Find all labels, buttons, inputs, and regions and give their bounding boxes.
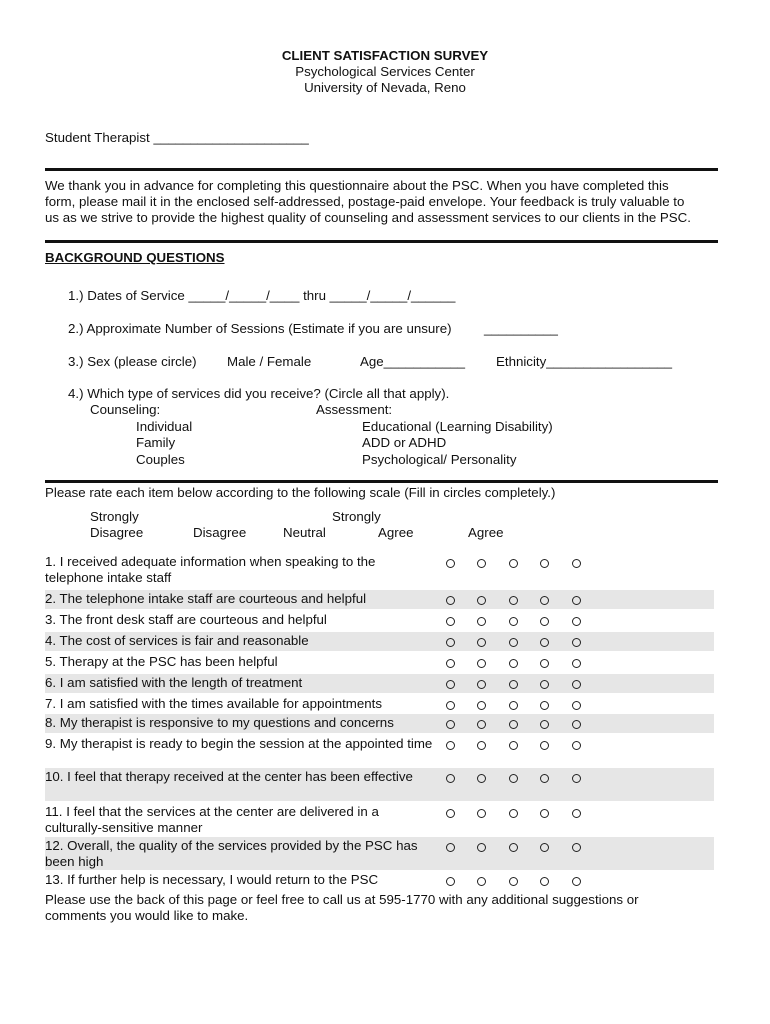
- counseling-option[interactable]: Family: [136, 435, 176, 450]
- rating-option-4-radio[interactable]: [540, 720, 549, 729]
- rating-option-3-radio[interactable]: [509, 701, 518, 710]
- rating-option-1-radio[interactable]: [446, 680, 455, 689]
- rating-option-5-radio[interactable]: [572, 596, 581, 605]
- rating-row: [45, 803, 714, 836]
- rating-option-1-radio[interactable]: [446, 774, 455, 783]
- rating-item-text: 2. The telephone intake staff are courteous and helpful: [45, 591, 367, 606]
- rating-row: [45, 768, 714, 801]
- sessions-blank[interactable]: __________: [484, 321, 558, 336]
- rating-option-4-radio[interactable]: [540, 638, 549, 647]
- rating-option-3-radio[interactable]: [509, 809, 518, 818]
- rating-option-1-radio[interactable]: [446, 877, 455, 886]
- rating-option-2-radio[interactable]: [477, 774, 486, 783]
- rating-item-text: 4. The cost of services is fair and reasonable: [45, 633, 309, 648]
- rating-option-1-radio[interactable]: [446, 741, 455, 750]
- student-therapist-field[interactable]: [45, 130, 309, 146]
- rating-item-text: 3. The front desk staff are courteous and helpful: [45, 612, 327, 627]
- rating-item-text: 6. I am satisfied with the length of treatment: [45, 675, 303, 690]
- rating-row: [45, 735, 714, 768]
- rating-item-text: 11. I feel that the services at the center are delivered in a culturally-sensitive manner: [45, 804, 379, 835]
- rating-option-2-radio[interactable]: [477, 701, 486, 710]
- dates-of-service-field[interactable]: 1.) Dates of Service _____/_____/____ thru _____/_____/______: [68, 288, 456, 303]
- rating-option-5-radio[interactable]: [572, 809, 581, 818]
- rating-option-5-radio[interactable]: [572, 741, 581, 750]
- scale-label-strongly-agree-2: Agree: [468, 525, 504, 540]
- intro-line-1: We thank you in advance for completing this questionnaire about the PSC. When you have completed this: [45, 178, 669, 193]
- rating-row: [45, 653, 714, 672]
- rating-option-2-radio[interactable]: [477, 741, 486, 750]
- rating-option-2-radio[interactable]: [477, 617, 486, 626]
- rating-option-5-radio[interactable]: [572, 877, 581, 886]
- ethnicity-field[interactable]: Ethnicity_________________: [496, 354, 672, 369]
- survey-title: CLIENT SATISFACTION SURVEY: [281, 48, 489, 63]
- rating-row: [45, 553, 714, 589]
- rating-option-5-radio[interactable]: [572, 843, 581, 852]
- divider: [45, 480, 718, 483]
- rating-option-3-radio[interactable]: [509, 680, 518, 689]
- rating-option-3-radio[interactable]: [509, 617, 518, 626]
- rating-option-1-radio[interactable]: [446, 720, 455, 729]
- rating-option-4-radio[interactable]: [540, 617, 549, 626]
- rating-option-3-radio[interactable]: [509, 877, 518, 886]
- university-name: University of Nevada, Reno: [304, 80, 466, 95]
- rating-option-4-radio[interactable]: [540, 559, 549, 568]
- rating-item-text: 7. I am satisfied with the times available for appointments: [45, 696, 383, 711]
- rating-option-2-radio[interactable]: [477, 809, 486, 818]
- rating-item-text: 8. My therapist is responsive to my questions and concerns: [45, 715, 394, 730]
- background-heading: BACKGROUND QUESTIONS: [45, 250, 225, 265]
- rating-option-3-radio[interactable]: [509, 659, 518, 668]
- rating-option-5-radio[interactable]: [572, 638, 581, 647]
- scale-label-strongly-disagree-1: Strongly: [90, 509, 139, 524]
- rating-option-3-radio[interactable]: [509, 741, 518, 750]
- rating-option-4-radio[interactable]: [540, 877, 549, 886]
- rating-option-4-radio[interactable]: [540, 774, 549, 783]
- sessions-question: 2.) Approximate Number of Sessions (Estimate if you are unsure): [68, 321, 452, 336]
- rating-option-4-radio[interactable]: [540, 809, 549, 818]
- footer-line-2: comments you would like to make.: [45, 908, 249, 923]
- rating-option-1-radio[interactable]: [446, 659, 455, 668]
- rating-row: [45, 590, 714, 609]
- rating-option-2-radio[interactable]: [477, 877, 486, 886]
- rating-option-1-radio[interactable]: [446, 809, 455, 818]
- rating-option-3-radio[interactable]: [509, 843, 518, 852]
- scale-label-disagree: Disagree: [193, 525, 247, 540]
- rating-option-2-radio[interactable]: [477, 720, 486, 729]
- rating-option-3-radio[interactable]: [509, 559, 518, 568]
- rating-option-1-radio[interactable]: [446, 638, 455, 647]
- rating-item-text: 1. I received adequate information when speaking to the telephone intake staff: [45, 554, 376, 585]
- counseling-option[interactable]: Couples: [136, 452, 185, 467]
- rating-option-5-radio[interactable]: [572, 701, 581, 710]
- rating-item-text: 13. If further help is necessary, I would return to the PSC: [45, 872, 379, 887]
- scale-instruction: Please rate each item below according to the following scale (Fill in circles completely.): [45, 485, 556, 500]
- footer-line-1: Please use the back of this page or feel free to call us at 595-1770 with any additional suggestions or: [45, 892, 639, 907]
- rating-option-3-radio[interactable]: [509, 596, 518, 605]
- rating-option-4-radio[interactable]: [540, 680, 549, 689]
- rating-row: [45, 674, 714, 693]
- rating-option-5-radio[interactable]: [572, 659, 581, 668]
- assessment-option[interactable]: ADD or ADHD: [362, 435, 447, 450]
- rating-option-2-radio[interactable]: [477, 596, 486, 605]
- rating-option-1-radio[interactable]: [446, 843, 455, 852]
- rating-option-5-radio[interactable]: [572, 774, 581, 783]
- counseling-label: Counseling:: [90, 402, 161, 417]
- rating-item-text: 9. My therapist is ready to begin the session at the appointed time: [45, 736, 433, 751]
- scale-label-neutral: Neutral: [283, 525, 326, 540]
- rating-option-2-radio[interactable]: [477, 843, 486, 852]
- rating-option-2-radio[interactable]: [477, 638, 486, 647]
- student-therapist-blank: _____________________: [153, 130, 309, 145]
- rating-option-5-radio[interactable]: [572, 720, 581, 729]
- rating-option-3-radio[interactable]: [509, 720, 518, 729]
- rating-option-5-radio[interactable]: [572, 559, 581, 568]
- rating-row: [45, 837, 714, 870]
- rating-option-4-radio[interactable]: [540, 701, 549, 710]
- rating-option-2-radio[interactable]: [477, 680, 486, 689]
- sex-options[interactable]: Male / Female: [227, 354, 312, 369]
- scale-label-strongly-disagree-2: Disagree: [90, 525, 144, 540]
- rating-row: [45, 871, 714, 891]
- rating-option-2-radio[interactable]: [477, 659, 486, 668]
- rating-option-1-radio[interactable]: [446, 559, 455, 568]
- age-field[interactable]: Age___________: [360, 354, 466, 369]
- rating-option-1-radio[interactable]: [446, 617, 455, 626]
- rating-option-4-radio[interactable]: [540, 741, 549, 750]
- rating-row: [45, 632, 714, 651]
- sex-question: 3.) Sex (please circle): [68, 354, 197, 369]
- scale-label-strongly-agree-1: Strongly: [332, 509, 381, 524]
- rating-row: [45, 611, 714, 630]
- student-therapist-label: Student Therapist: [45, 130, 150, 145]
- scale-label-agree: Agree: [378, 525, 414, 540]
- rating-option-4-radio[interactable]: [540, 843, 549, 852]
- rating-item-text: 5. Therapy at the PSC has been helpful: [45, 654, 278, 669]
- rating-option-3-radio[interactable]: [509, 638, 518, 647]
- organization-name: Psychological Services Center: [295, 64, 475, 79]
- rating-option-2-radio[interactable]: [477, 559, 486, 568]
- divider: [45, 168, 718, 171]
- rating-option-1-radio[interactable]: [446, 701, 455, 710]
- rating-option-3-radio[interactable]: [509, 774, 518, 783]
- intro-line-3: us as we strive to provide the highest quality of counseling and assessment services to our clients in the PSC.: [45, 210, 691, 225]
- intro-line-2: form, please mail it in the enclosed self-addressed, postage-paid envelope. Your feedback is truly valuable to: [45, 194, 685, 209]
- assessment-label: Assessment:: [316, 402, 393, 417]
- rating-row: [45, 714, 714, 733]
- assessment-option[interactable]: Educational (Learning Disability): [362, 419, 553, 434]
- rating-option-5-radio[interactable]: [572, 617, 581, 626]
- counseling-option[interactable]: Individual: [136, 419, 193, 434]
- divider: [45, 240, 718, 243]
- rating-item-text: 12. Overall, the quality of the services provided by the PSC has been high: [45, 838, 418, 869]
- services-question: 4.) Which type of services did you receive? (Circle all that apply).: [68, 386, 450, 401]
- rating-option-4-radio[interactable]: [540, 596, 549, 605]
- rating-option-4-radio[interactable]: [540, 659, 549, 668]
- rating-item-text: 10. I feel that therapy received at the center has been effective: [45, 769, 413, 784]
- rating-row: [45, 695, 714, 714]
- rating-option-1-radio[interactable]: [446, 596, 455, 605]
- assessment-option[interactable]: Psychological/ Personality: [362, 452, 517, 467]
- rating-option-5-radio[interactable]: [572, 680, 581, 689]
